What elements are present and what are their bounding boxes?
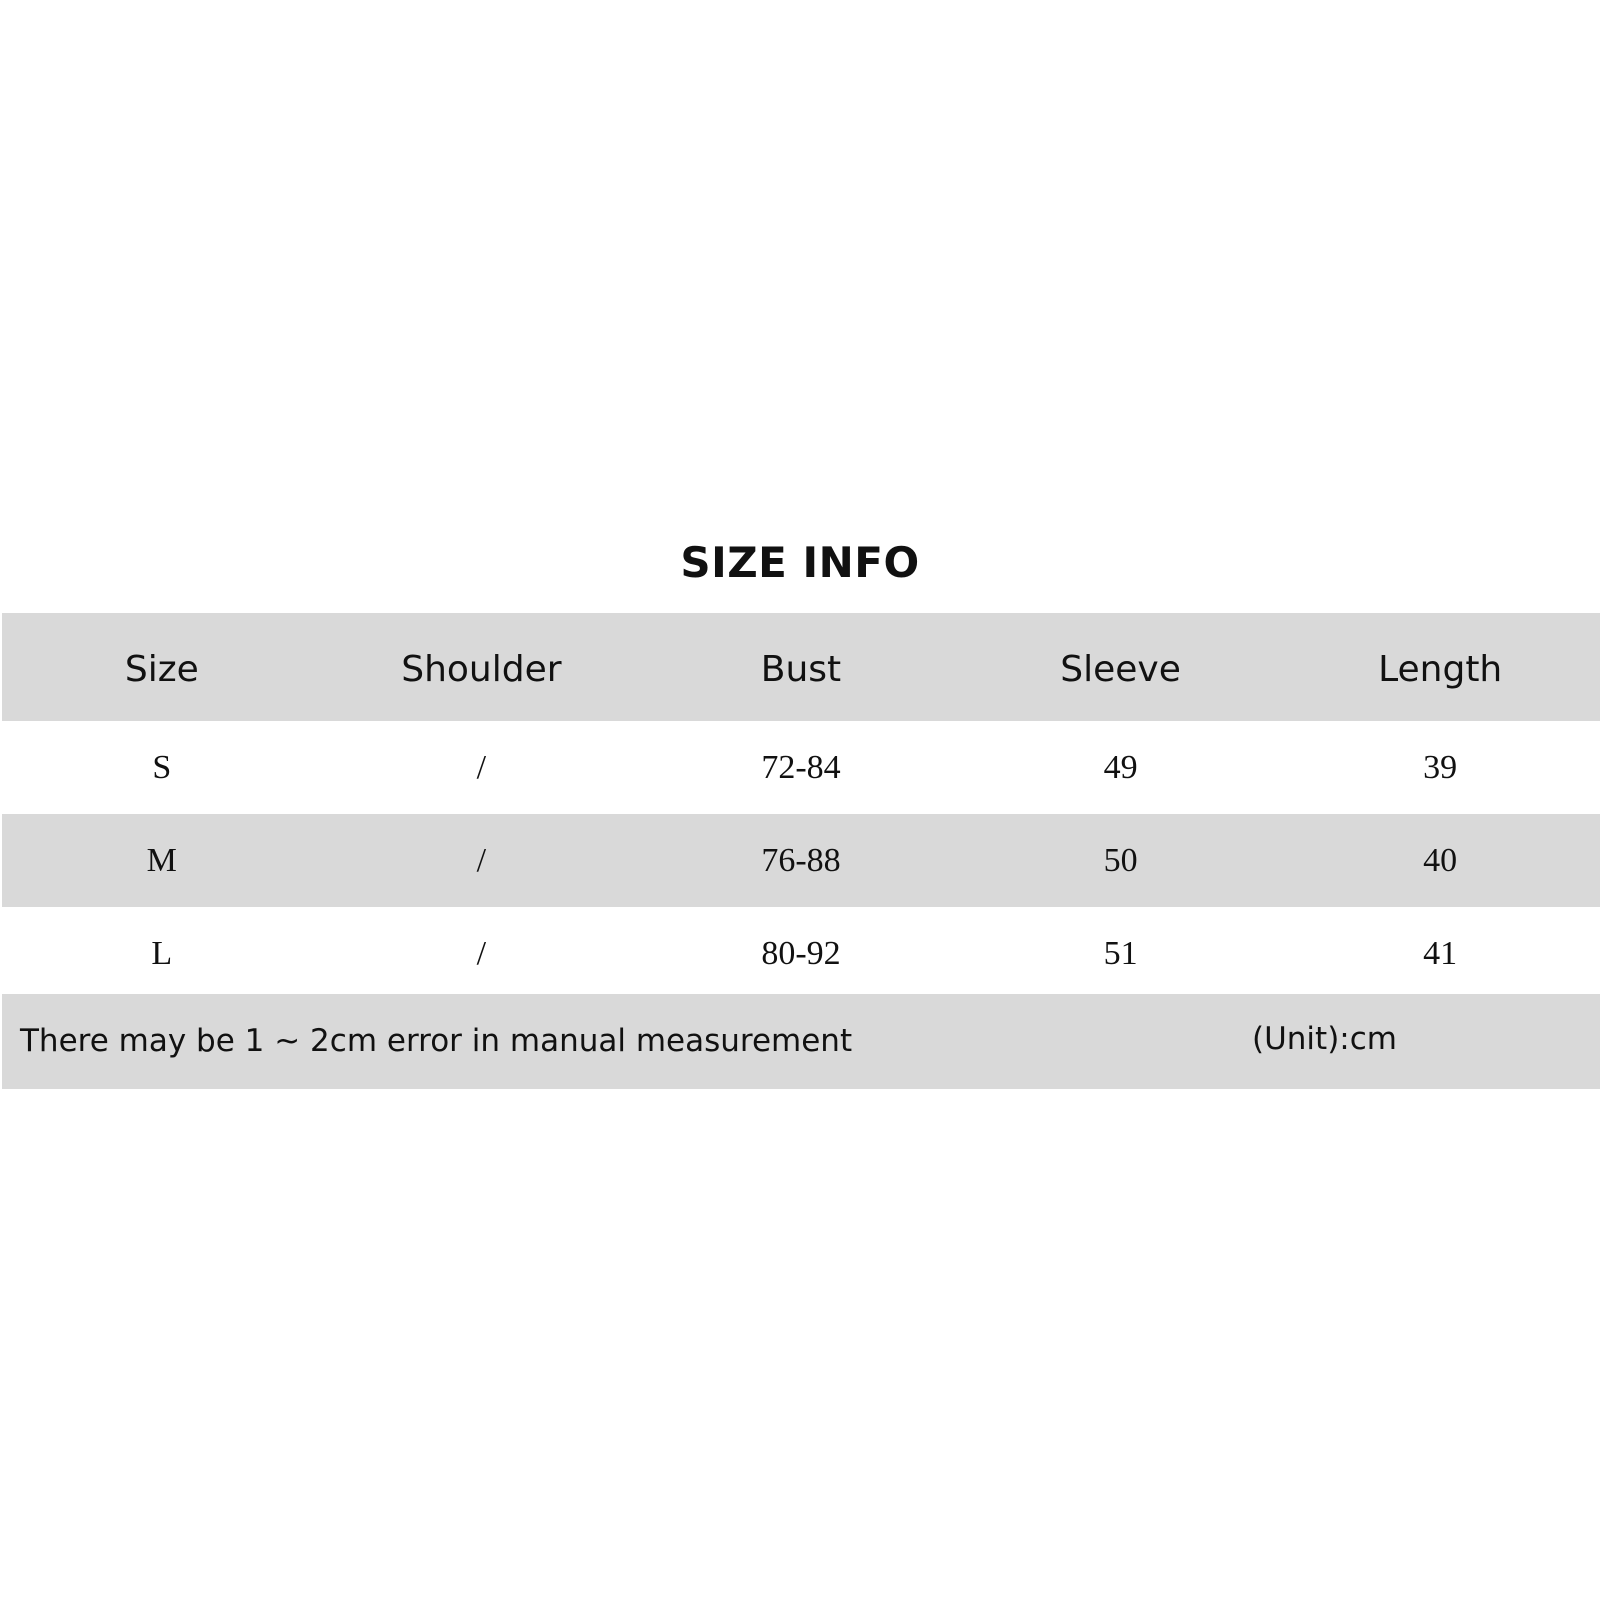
table-row xyxy=(2,907,1600,1000)
table-header-row xyxy=(2,613,1600,721)
table-footer xyxy=(2,994,1600,1089)
cell-bust: 72-84 xyxy=(761,748,841,786)
table-row xyxy=(2,814,1600,907)
cell-size: S xyxy=(152,748,172,786)
cell-bust: 80-92 xyxy=(761,934,841,972)
header-shoulder: Shoulder xyxy=(401,648,562,690)
cell-length: 40 xyxy=(1423,841,1458,879)
cell-size: L xyxy=(151,934,173,972)
cell-sleeve: 51 xyxy=(1103,934,1138,972)
measurement-note: There may be 1 ~ 2cm error in manual measurement xyxy=(20,1023,853,1059)
header-size: Size xyxy=(124,648,199,690)
cell-sleeve: 49 xyxy=(1103,748,1138,786)
cell-shoulder: / xyxy=(476,748,487,786)
cell-bust: 76-88 xyxy=(761,841,841,879)
cell-shoulder: / xyxy=(476,841,487,879)
unit-label: (Unit):cm xyxy=(1252,1021,1397,1057)
cell-sleeve: 50 xyxy=(1103,841,1138,879)
header-sleeve: Sleeve xyxy=(1060,648,1181,690)
cell-shoulder: / xyxy=(476,934,487,972)
header-bust: Bust xyxy=(760,648,842,690)
cell-size: M xyxy=(146,841,177,879)
page-title: SIZE INFO xyxy=(680,538,920,587)
table-row xyxy=(2,721,1600,814)
cell-length: 41 xyxy=(1423,934,1458,972)
header-length: Length xyxy=(1378,648,1503,690)
cell-length: 39 xyxy=(1423,748,1458,786)
size-table xyxy=(2,613,1600,1000)
